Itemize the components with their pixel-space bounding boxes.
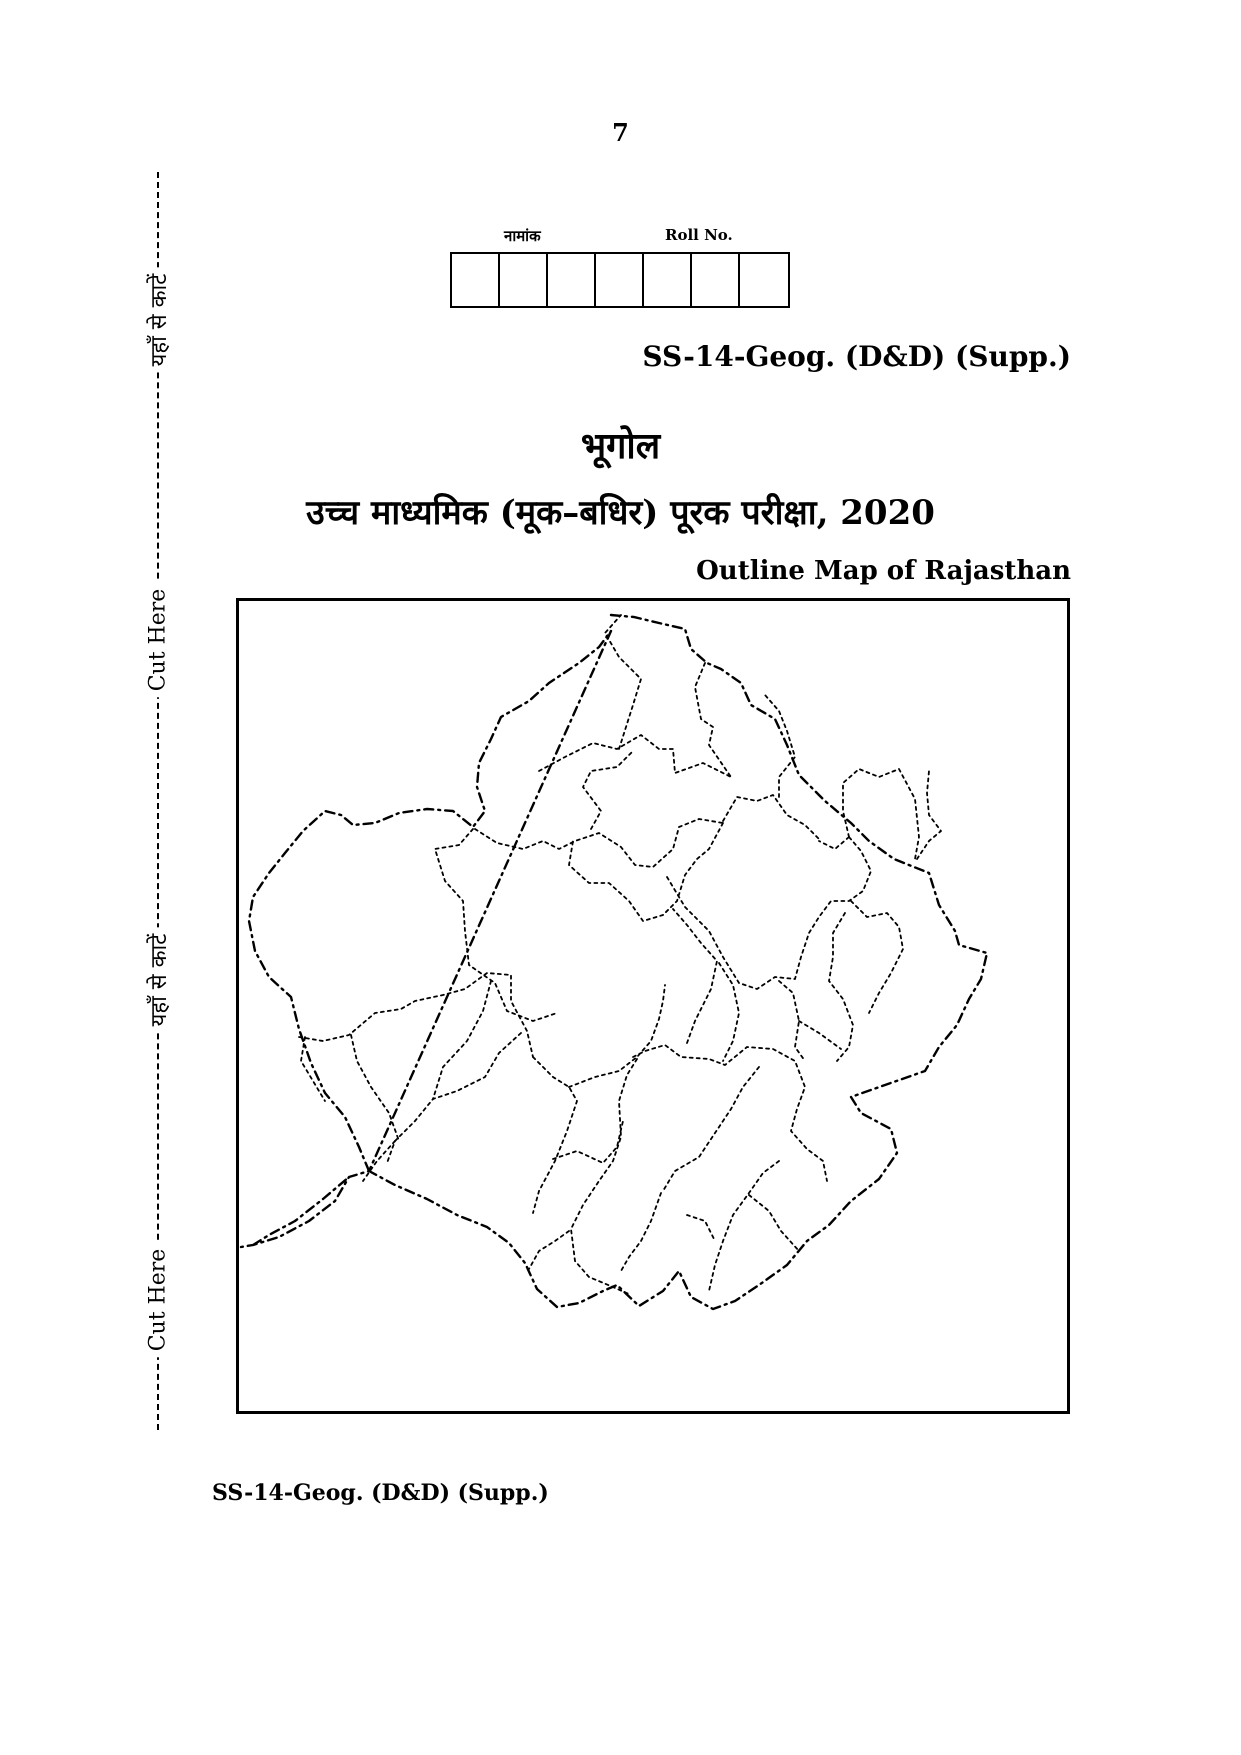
district-boundary bbox=[719, 963, 739, 1061]
map-frame bbox=[236, 598, 1070, 1414]
cut-label-hindi-top bbox=[118, 250, 198, 390]
roll-number-box[interactable] bbox=[500, 254, 548, 306]
district-boundary bbox=[799, 1021, 841, 1049]
district-boundary bbox=[435, 829, 557, 1021]
cut-text: यहाँ से काटें bbox=[143, 268, 173, 373]
map-caption: Outline Map of Rajasthan bbox=[696, 556, 1071, 586]
roll-number-box[interactable] bbox=[740, 254, 788, 306]
cut-label-english-top bbox=[118, 580, 198, 700]
district-boundary bbox=[917, 771, 941, 859]
exam-title: उच्च माध्यमिक (मूक–बधिर) पूरक परीक्षा, 2020 bbox=[306, 493, 935, 533]
state-border bbox=[241, 615, 987, 1309]
subject-title: भूगोल bbox=[580, 425, 661, 467]
cut-text: यहाँ से काटें bbox=[143, 928, 173, 1033]
roll-number-box[interactable] bbox=[644, 254, 692, 306]
district-boundary bbox=[749, 1195, 799, 1251]
cut-text: Cut Here bbox=[146, 1243, 171, 1358]
district-boundary bbox=[829, 913, 853, 1061]
district-boundary bbox=[387, 1033, 521, 1163]
district-boundary bbox=[819, 837, 849, 849]
district-boundary bbox=[633, 1045, 827, 1181]
district-boundary bbox=[723, 795, 819, 839]
district-boundary bbox=[539, 735, 731, 777]
rajasthan-outline-map bbox=[239, 601, 1067, 1411]
roll-label-english: Roll No. bbox=[665, 226, 733, 244]
paper-code: SS-14-Geog. (D&D) (Supp.) bbox=[642, 340, 1071, 373]
cut-text: Cut Here bbox=[146, 583, 171, 698]
district-boundary bbox=[583, 751, 633, 829]
district-boundary bbox=[851, 901, 903, 1013]
district-boundary bbox=[299, 973, 533, 1057]
page-number: 7 bbox=[612, 118, 629, 147]
district-boundary bbox=[433, 981, 491, 1099]
roll-number-box[interactable] bbox=[596, 254, 644, 306]
district-boundary bbox=[621, 1193, 661, 1271]
cut-label-hindi-bottom bbox=[118, 910, 198, 1050]
roll-label-hindi: नामांक bbox=[504, 227, 541, 245]
district-boundary bbox=[779, 981, 805, 1061]
district-boundary bbox=[529, 1231, 569, 1269]
roll-number-box[interactable] bbox=[692, 254, 740, 306]
district-boundary bbox=[687, 1215, 715, 1241]
cut-label-english-bottom bbox=[118, 1240, 198, 1360]
district-boundary bbox=[569, 823, 723, 921]
district-boundary bbox=[351, 1035, 399, 1141]
roll-number-box[interactable] bbox=[452, 254, 500, 306]
district-boundary bbox=[695, 663, 731, 777]
district-boundary bbox=[663, 1067, 759, 1191]
district-boundary bbox=[673, 909, 717, 1043]
roll-number-labels bbox=[450, 226, 810, 250]
roll-number-boxes bbox=[450, 252, 790, 308]
district-boundary bbox=[843, 769, 919, 859]
district-boundary bbox=[569, 985, 665, 1087]
roll-number-box[interactable] bbox=[548, 254, 596, 306]
district-boundary bbox=[667, 837, 871, 989]
district-boundary bbox=[571, 1059, 637, 1295]
district-boundary bbox=[533, 1057, 577, 1213]
district-boundary bbox=[475, 819, 723, 867]
footer-paper-code: SS-14-Geog. (D&D) (Supp.) bbox=[212, 1480, 549, 1506]
district-boundary bbox=[765, 695, 795, 797]
district-boundary bbox=[709, 1161, 779, 1291]
